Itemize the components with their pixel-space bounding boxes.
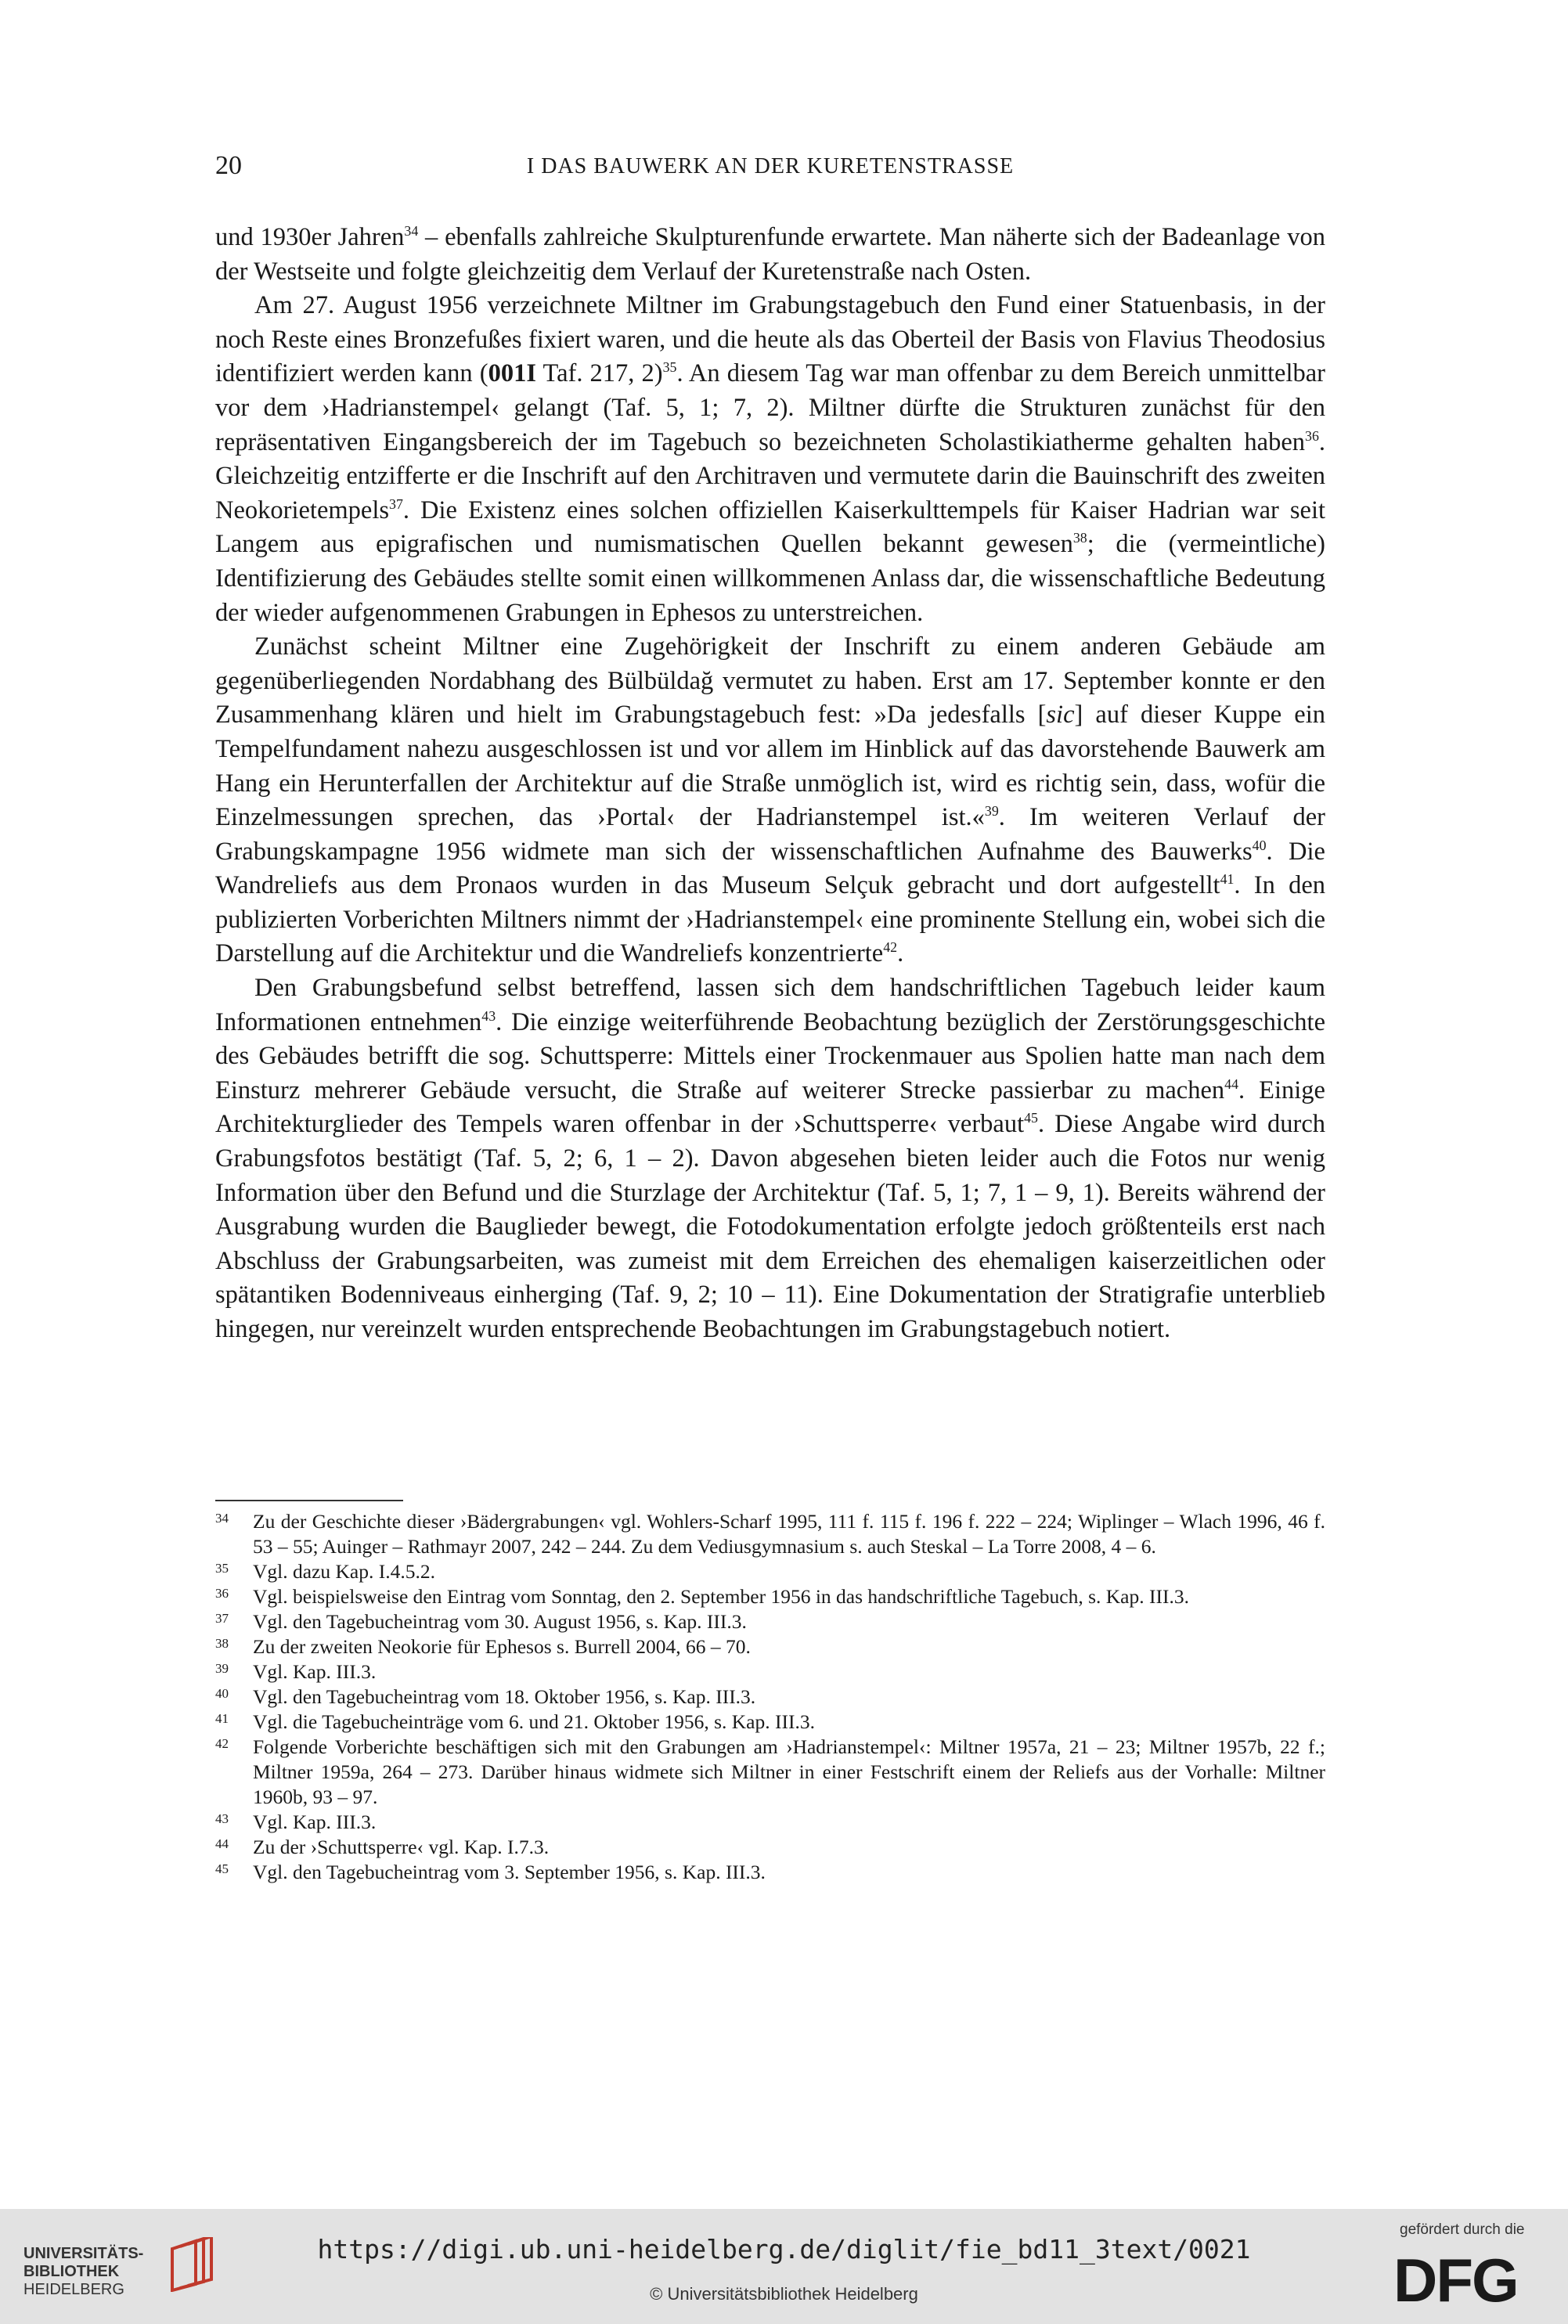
footnote-ref[interactable]: 38	[1072, 530, 1087, 546]
funding-label: gefördert durch die	[1400, 2221, 1525, 2238]
footnote	[215, 1609, 1325, 1634]
footnote-number: 35	[215, 1561, 229, 1576]
footnote-number: 37	[215, 1611, 229, 1626]
footnote-ref[interactable]: 41	[1220, 871, 1235, 888]
footnote-text: Folgende Vorberichte beschäftigen sich mit den Grabungen am ›Hadrianstempel‹: Miltner 1957a, 21 – 23; Miltner 1957b, 22 f.; Miltner 1959a, 264 – 273. Darüber hinaus widmete sich Miltner in einer Festschrift einem der Reliefs aus der Vorhalle: Miltner 1960b, 93 – 97.	[253, 1735, 1325, 1808]
footnote-number: 42	[215, 1736, 229, 1751]
footnote	[215, 1810, 1325, 1835]
page-header	[215, 151, 1325, 182]
footnote-text: Vgl. Kap. III.3.	[253, 1660, 377, 1683]
paragraph-3: Zunächst scheint Miltner eine Zugehörigkeit der Inschrift zu einem anderen Gebäude am gegenüberliegenden Nordabhang des Bülbüldağ vermutet zu haben. Erst am 17. September konnte er den Zusammenhang klären und hielt im Grabungstagebuch fest: »Da jedesfalls [sic] auf dieser Kuppe ein Tempelfundament nahezu ausgeschlossen ist und vor allem im Hinblick auf das davorstehende Bauwerk am Hang ein Herunterfallen der Architektur auf die Straße unmöglich ist, wird es richtig sein, dass, wofür die Einzelmessungen sprechen, das ›Portal‹ der Hadrianstempel ist.«$^{39}$. Im weiteren Verlauf der Grabungskampagne 1956 widmete man sich der wissenschaftlichen Aufnahme des Bauwerks$^{40}$. Die Wandreliefs aus dem Pronaos wurden in das Museum Selçuk gebracht und dort aufgestellt$^{41}$. In den publizierten Vorberichten Miltners nimmt der ›Hadrianstempel‹ eine prominente Stellung ein, wobei sich die Darstellung auf die Architektur und die Wandreliefs konzentrierte$^{42}$.	[215, 632, 1326, 968]
footnote-ref[interactable]: 39	[984, 803, 999, 820]
footnote-ref[interactable]: 34	[404, 223, 419, 240]
dfg-logo[interactable]	[1393, 2221, 1550, 2315]
footnote	[215, 1659, 1325, 1684]
footnote	[215, 1509, 1325, 1559]
footnote-ref[interactable]: 45	[1024, 1110, 1038, 1126]
footnote-text: Vgl. den Tagebucheintrag vom 3. September 1956, s. Kap. III.3.	[253, 1861, 766, 1883]
running-head: I DAS BAUWERK AN DER KURETENSTRASSE	[526, 154, 1015, 178]
footnote	[215, 1860, 1325, 1885]
footnote-number: 41	[215, 1711, 229, 1726]
footnote-ref[interactable]: 37	[389, 495, 403, 512]
footnote-ref[interactable]: 43	[481, 1007, 496, 1024]
footnote-ref[interactable]: 36	[1305, 427, 1319, 444]
dfg-wordmark: DFG	[1393, 2246, 1518, 2315]
footnote-number: 40	[215, 1686, 229, 1701]
footnote-ref[interactable]: 44	[1224, 1076, 1238, 1093]
footnote-number: 39	[215, 1661, 229, 1676]
footnote-text: Vgl. den Tagebucheintrag vom 18. Oktober 1956, s. Kap. III.3.	[253, 1685, 756, 1708]
footnote-divider	[215, 1500, 403, 1501]
footnote-ref[interactable]: 35	[662, 359, 677, 376]
footnote-number: 36	[215, 1586, 229, 1601]
footnote	[215, 1584, 1325, 1609]
footnote	[215, 1835, 1325, 1860]
footnotes	[215, 1509, 1325, 1885]
library-name: UNIVERSITÄTS- BIBLIOTHEK HEIDELBERG	[23, 2245, 144, 2298]
footnote-text: Zu der ›Schuttsperre‹ vgl. Kap. I.7.3.	[253, 1836, 550, 1858]
paragraph-4: Den Grabungsbefund selbst betreffend, lassen sich dem handschriftlichen Tagebuch leider kaum Informationen entnehmen$^{43}$. Die einzige weiterführende Beobachtung bezüglich der Zerstörungsgeschichte des Gebäudes betrifft die sog. Schuttsperre: Mittels einer Trockenmauer aus Spolien hatte man nach dem Einsturz mehrerer Gebäude versucht, die Straße auf weiterer Strecke passierbar zu machen$^{44}$. Einige Architekturglieder des Tempels waren offenbar in der ›Schuttsperre‹ verbaut$^{45}$. Diese Angabe wird durch Grabungsfotos bestätigt (Taf. 5, 2; 6, 1 – 2). Davon abgesehen bieten leider auch die Fotos nur wenig Information über den Befund und die Sturzlage der Architektur (Taf. 5, 1; 7, 1 – 9, 1). Bereits während der Ausgrabung wurden die Bauglieder bewegt, die Fotodokumentation erfolgte jedoch größtenteils erst nach Abschluss der Grabungsarbeiten, was zumeist mit dem Erreichen des ehemaligen kaiserzeitlichen oder spätantiken Bodenniveaus einherging (Taf. 9, 2; 10 – 11). Eine Dokumentation der Stratigrafie unterblieb hingegen, nur vereinzelt wurden entsprechende Beobachtungen im Grabungstagebuch notiert.	[215, 974, 1325, 1343]
footnote-text: Vgl. beispielsweise den Eintrag vom Sonntag, den 2. September 1956 in das handschriftliche Tagebuch, s. Kap. III.3.	[253, 1585, 1189, 1608]
paragraph-2: Am 27. August 1956 verzeichnete Miltner im Grabungstagebuch den Fund einer Statuenbasis, in der noch Reste eines Bronzefußes fixiert waren, und die heute als das Oberteil der Basis von Flavius Theodosius identifiziert werden kann (001I Taf. 217, 2)$^{35}$. An diesem Tag war man offenbar zu dem Bereich unmittelbar vor dem ›Hadrianstempel‹ gelangt (Taf. 5, 1; 7, 2). Miltner dürfte die Strukturen zunächst für den repräsentativen Eingangsbereich der im Tagebuch so bezeichneten Scholastikiatherme gehalten haben$^{36}$. Gleichzeitig entzifferte er die Inschrift auf den Architraven und vermutete darin die Bauinschrift des zweiten Neokorietempels$^{37}$. Die Existenz eines solchen offiziellen Kaiserkulttempels für Kaiser Hadrian war seit Langem aus epigrafischen und numismatischen Quellen bekannt gewesen$^{38}$; die (vermeintliche) Identifizierung des Gebäudes stellte somit einen willkommenen Anlass dar, die wissenschaftliche Bedeutung der wieder aufgenommenen Grabungen in Ephesos zu unterstreichen.	[215, 291, 1325, 627]
footnote-text: Vgl. Kap. III.3.	[253, 1811, 377, 1833]
footnote	[215, 1735, 1325, 1810]
footnote-number: 38	[215, 1636, 229, 1651]
main-text	[215, 221, 1325, 1347]
footnote	[215, 1684, 1325, 1710]
footnote-text: Vgl. den Tagebucheintrag vom 30. August 1956, s. Kap. III.3.	[253, 1610, 747, 1633]
footnote-number: 44	[215, 1836, 229, 1851]
footnote-ref[interactable]: 42	[883, 939, 898, 956]
page-number: 20	[215, 151, 242, 180]
footnote-text: Zu der Geschichte dieser ›Bädergrabungen‹ vgl. Wohlers-Scharf 1995, 111 f. 115 f. 196 f. 222 – 224; Wiplinger – Wlach 1996, 46 f. 53 – 55; Auinger – Rathmayr 2007, 242 – 244. Zu dem Vediusgymnasium s. auch Steskal – La Torre 2008, 4 – 6.	[253, 1510, 1325, 1558]
footnote-number: 34	[215, 1511, 229, 1526]
paragraph-1: und 1930er Jahren$^{34}$ – ebenfalls zahlreiche Skulpturenfunde erwartete. Man näherte sich der Badeanlage von der Westseite und folgte gleichzeitig dem Verlauf der Kuretenstraße nach Osten.	[215, 223, 1325, 286]
viewer-footer	[0, 2209, 1568, 2324]
footnote-text: Vgl. dazu Kap. I.4.5.2.	[253, 1560, 435, 1583]
footnote-text: Vgl. die Tagebucheinträge vom 6. und 21. Oktober 1956, s. Kap. III.3.	[253, 1710, 815, 1733]
footnote	[215, 1634, 1325, 1659]
footnote-number: 43	[215, 1811, 229, 1826]
footnote-number: 45	[215, 1861, 229, 1876]
footnote-text: Zu der zweiten Neokorie für Ephesos s. Burrell 2004, 66 – 70.	[253, 1635, 751, 1658]
copyright-notice: © Universitätsbibliothek Heidelberg	[650, 2284, 918, 2304]
footnote	[215, 1710, 1325, 1735]
permalink-url[interactable]: https://digi.ub.uni-heidelberg.de/diglit/fie_bd11_3text/0021	[317, 2234, 1251, 2265]
footnote	[215, 1559, 1325, 1584]
footnote-ref[interactable]: 40	[1252, 837, 1267, 853]
